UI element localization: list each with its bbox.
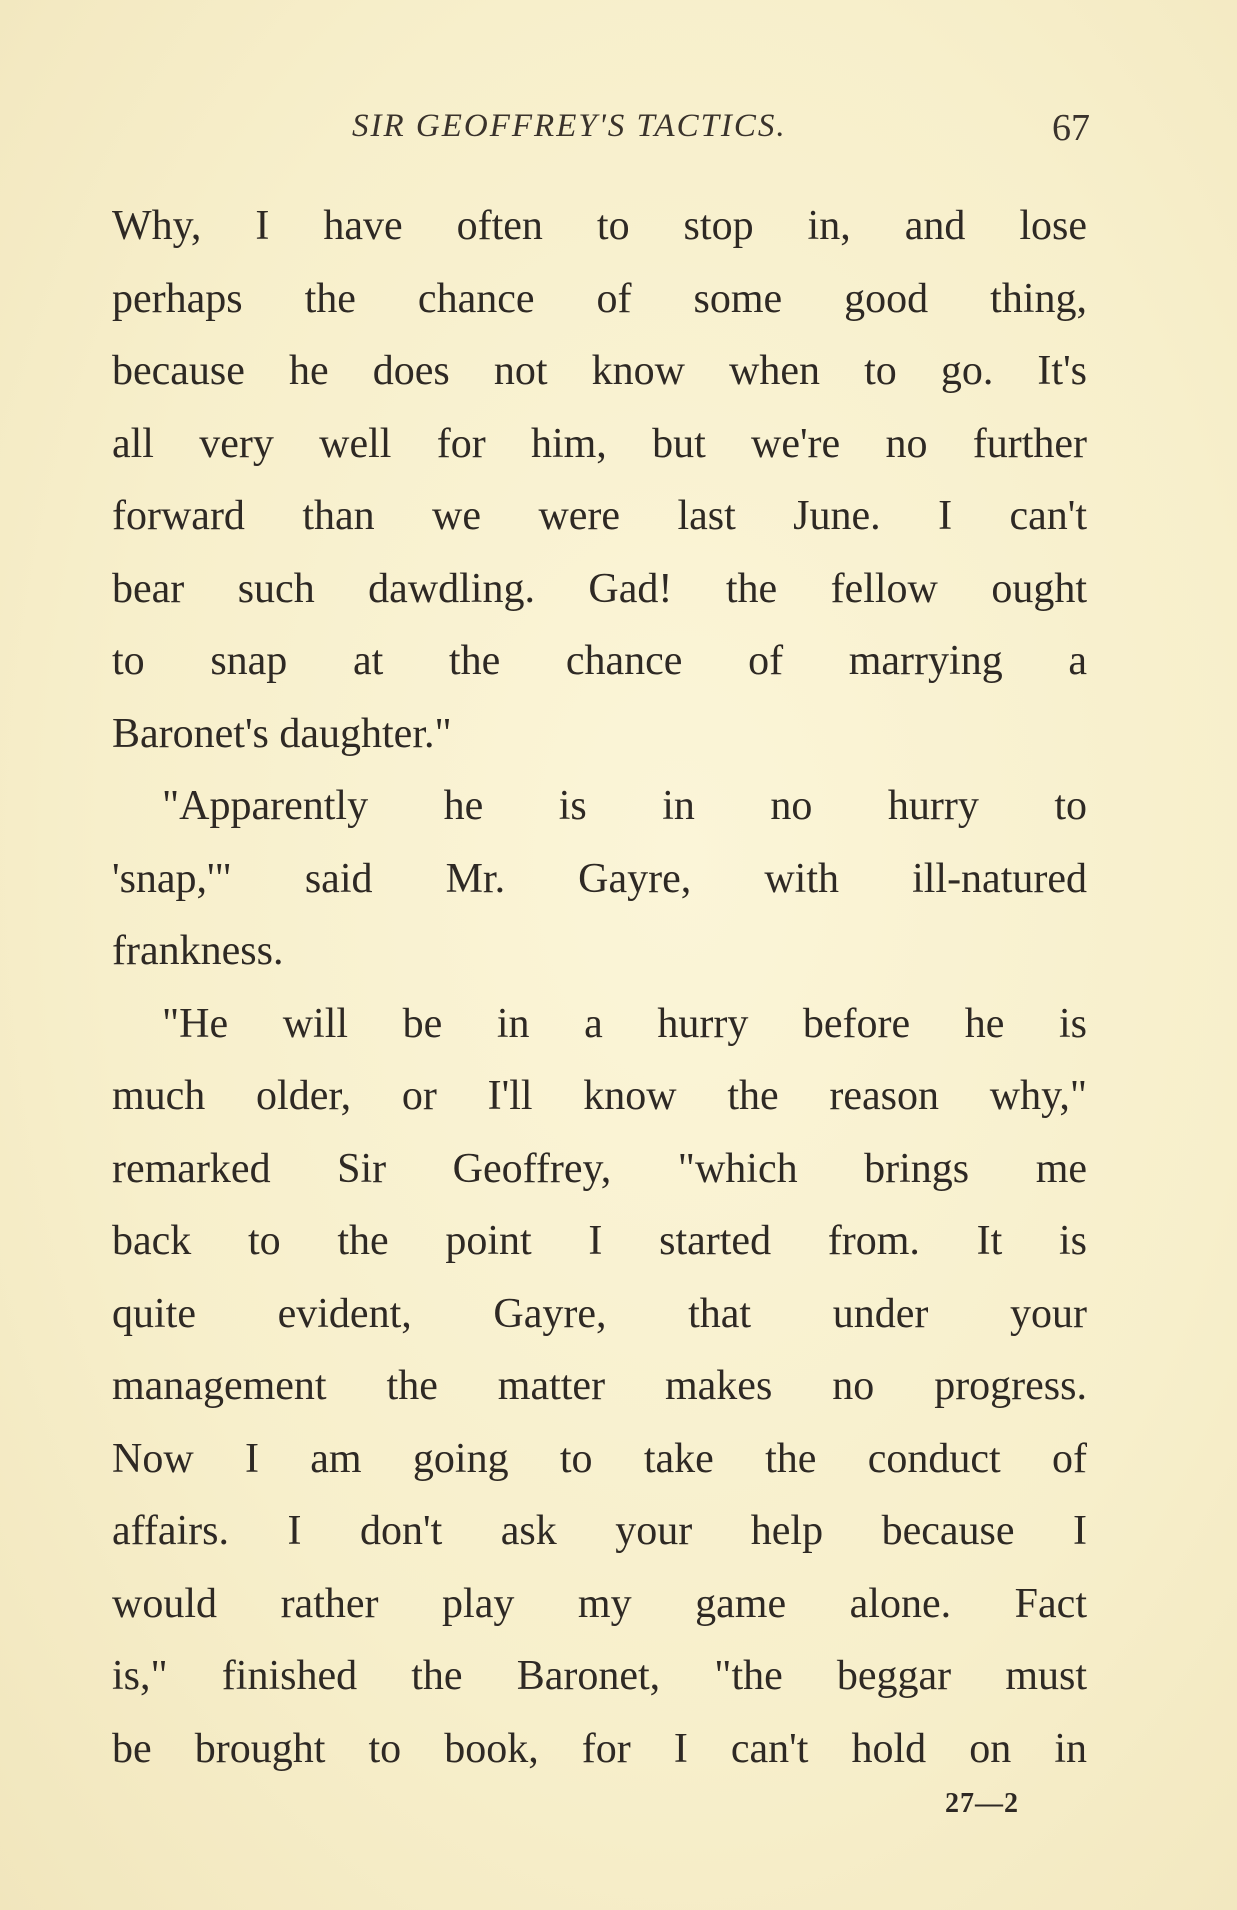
text-line: because he does not know when to go. It's [112,348,1087,394]
running-head [0,108,1237,158]
text-line: management the matter makes no progress. [112,1363,1087,1409]
text-line: affairs. I don't ask your help because I [112,1508,1087,1554]
page-number: 67 [1052,107,1090,149]
text-line: frankness. [112,928,284,974]
text-line: remarked Sir Geoffrey, "which brings me [112,1145,1087,1192]
body-text [112,190,1087,1785]
text-line: Now I am going to take the conduct of [112,1435,1087,1482]
text-line: quite evident, Gayre, that under your [112,1290,1087,1337]
text-line: much older, or I'll know the reason why," [112,1073,1087,1119]
running-title: SIR GEOFFREY'S TACTICS. [352,108,787,144]
text-line: is," finished the Baronet, "the beggar must [112,1653,1087,1699]
text-line: be brought to book, for I can't hold on in [112,1725,1087,1772]
text-line: back to the point I started from. It is [112,1218,1087,1264]
text-line: all very well for him, but we're no further [112,420,1087,467]
text-line: to snap at the chance of marrying a [112,638,1087,684]
text-line: Baronet's daughter." [112,710,452,757]
text-line: forward than we were last June. I can't [112,493,1087,539]
text-line: "He will be in a hurry before he is [162,1000,1087,1047]
text-line: Why, I have often to stop in, and lose [112,203,1087,249]
signature-mark: 27—2 [945,1788,1019,1819]
text-line: would rather play my game alone. Fact [112,1580,1087,1627]
text-line: perhaps the chance of some good thing, [112,275,1087,322]
text-line: "Apparently he is in no hurry to [162,783,1087,829]
text-line: 'snap,'" said Mr. Gayre, with ill-natured [112,855,1087,902]
text-line: bear such dawdling. Gad! the fellow ought [112,565,1087,612]
